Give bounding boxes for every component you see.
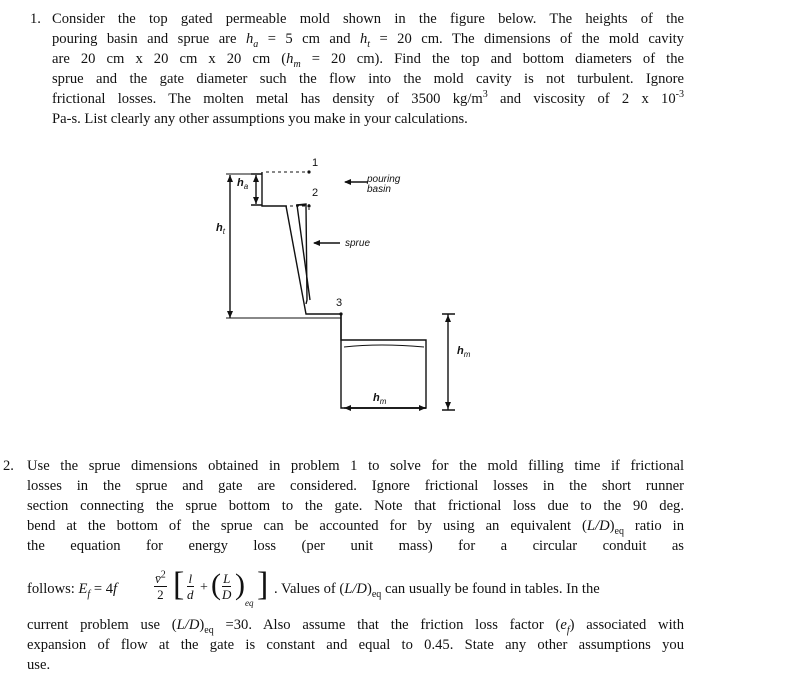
- formula-bracket-right: ]: [257, 566, 269, 603]
- formula-paren-right: ): [235, 568, 245, 601]
- problem-1-line-4: sprue and the gate diameter such the flow into the mold cavity is not turbulent. Ignore: [52, 71, 684, 87]
- formula-eq-sub: eq: [245, 598, 254, 608]
- problem-2-line-8: expansion of flow at the gate is constant and equal to 0.45. State any other assumptions you: [27, 637, 684, 653]
- problem-2-line-2: losses in the sprue and gate are considered. Ignore frictional losses in the short runner: [27, 478, 684, 494]
- formula-lhs: follows: $E_f = 4f$: [27, 581, 118, 600]
- problem-2-tail: [27, 615, 684, 675]
- sprue-right-wall: [297, 204, 310, 300]
- problem-1-line-1: Consider the top gated permeable mold shown in the figure below. The heights of the: [52, 11, 684, 27]
- formula-v-over-2: $\frac{v̄^2}{2}$: [155, 569, 166, 602]
- formula-L-over-D: $\frac{L}{D}$: [222, 571, 232, 602]
- problem-2-line-4: bend at the bottom of the sprue can be accounted for by using an equivalent $(L/D)_{eq}$ ratio in: [27, 518, 684, 537]
- formula-plus: +: [200, 580, 208, 595]
- formula-after-text: . Values of $(L/D)_{eq}$ can usually be found in tables. In the: [274, 581, 600, 600]
- label-hm-right: $h_m$: [457, 345, 471, 360]
- pouring-basin-outline: [262, 172, 426, 408]
- pouring-basin-label: pouring basin: [367, 174, 401, 195]
- label-ht: $h_t$: [216, 222, 225, 237]
- point-3-label: 3: [336, 297, 343, 309]
- problem-2-line-9: use.: [27, 657, 51, 673]
- problem-2-line-7: current problem use $(L/D)_{eq} =30$. Also assume that the friction loss factor $(e_f)$ associated with: [27, 617, 684, 636]
- formula-l-over-d: $\frac{l}{d}$: [187, 571, 194, 602]
- problem-2-line-5: the equation for energy loss (per unit mass) for a circular conduit as: [27, 538, 684, 554]
- problem-1-line-5: frictional losses. The molten metal has density of 3500 $kg/m^3$ and viscosity of 2 x $10^{-3}$: [52, 89, 684, 107]
- formula-paren-left: (: [211, 568, 221, 601]
- problem-2-line-3: section connecting the sprue bottom to the gate. Note that frictional loss due to the 90 deg.: [27, 498, 684, 514]
- problem-2-text: [27, 456, 684, 556]
- label-hm-bottom: $h_m$: [373, 392, 387, 407]
- metal-level: [344, 345, 424, 347]
- problem-1-line-2: pouring basin and sprue are $h_a = 5$ cm and $h_t = 20$ cm. The dimensions of the mold cavity: [52, 31, 684, 50]
- sprue-label: sprue: [345, 238, 371, 249]
- energy-loss-formula-row: [27, 566, 687, 613]
- problem-2-number: 2.: [3, 458, 14, 474]
- problem-1-line-3: are 20 cm x 20 cm x 20 cm ($h_m = 20$ cm). Find the top and bottom diameters of the: [52, 51, 684, 70]
- formula-bracket-left: [: [173, 566, 185, 603]
- problem-2-line-1: Use the sprue dimensions obtained in problem 1 to solve for the mold filling time if frictional: [27, 458, 684, 474]
- point-1-label: 1: [312, 157, 319, 169]
- label-ha: $h_a$: [237, 177, 249, 192]
- point-2-label: 2: [312, 187, 319, 199]
- problem-1-number: 1.: [30, 11, 41, 27]
- problem-1-line-6: Pa-s. List clearly any other assumptions you make in your calculations.: [52, 111, 468, 127]
